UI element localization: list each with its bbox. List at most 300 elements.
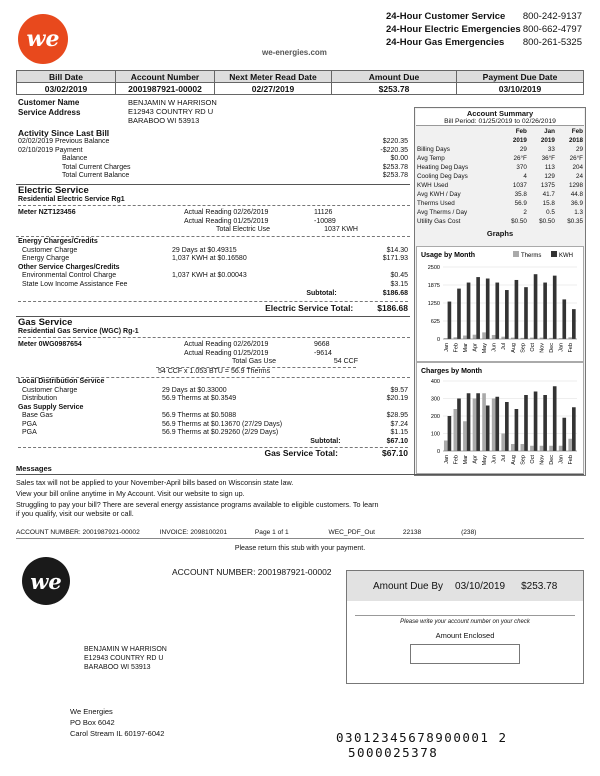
footer-page: Page 1 of 1 bbox=[254, 529, 289, 536]
charge-label: Customer Charge bbox=[22, 246, 78, 254]
summary-row bbox=[416, 145, 584, 154]
activity-label: Balance bbox=[62, 155, 88, 162]
summary-value: 41.7 bbox=[542, 191, 555, 198]
charge-amount: $20.19 bbox=[386, 395, 408, 402]
summary-value: 204 bbox=[572, 164, 583, 171]
emergency-phone[interactable]: 800-662-4797 bbox=[522, 24, 582, 35]
payment-due-date: 03/10/2019 bbox=[457, 83, 584, 95]
summary-row bbox=[416, 163, 584, 172]
x-tick-label: Jun bbox=[491, 343, 498, 352]
x-tick-label: Feb bbox=[568, 343, 575, 353]
y-tick-label: 1250 bbox=[427, 301, 440, 307]
reading-row bbox=[184, 358, 364, 367]
y-tick-label: 0 bbox=[436, 337, 440, 343]
subtotal-amount: $67.10 bbox=[386, 437, 408, 445]
due-amount: $253.78 bbox=[521, 580, 558, 592]
bar bbox=[515, 280, 519, 339]
gas-conversion: 54 CCF x 1.053 BTU = 56.9 Therms bbox=[158, 368, 271, 375]
emergency-label: 24-Hour Gas Emergencies bbox=[386, 37, 505, 48]
x-tick-label: Nov bbox=[539, 455, 546, 465]
summary-row bbox=[416, 154, 584, 163]
bar bbox=[530, 446, 534, 451]
x-tick-label: Dec bbox=[549, 455, 556, 465]
bar bbox=[463, 336, 467, 339]
bar bbox=[495, 283, 499, 339]
charge-detail: 56.9 Therms at $0.5088 bbox=[162, 412, 237, 419]
electric-meter: Meter NZT123456 bbox=[18, 209, 76, 216]
footer-account: ACCOUNT NUMBER: 2001987921-00002 bbox=[16, 529, 140, 536]
summary-row-label: Avg Therms / Day bbox=[417, 209, 468, 216]
summary-value: 35.8 bbox=[514, 191, 527, 198]
header-label: Amount Due bbox=[332, 71, 457, 83]
summary-row-label: Billing Days bbox=[417, 146, 450, 153]
activity-list bbox=[18, 138, 408, 181]
bar bbox=[457, 289, 461, 339]
reading-value: 11126 bbox=[314, 209, 333, 216]
bar bbox=[448, 416, 452, 451]
reading-value: -9614 bbox=[314, 349, 332, 357]
website-link[interactable]: we-energies.com bbox=[262, 48, 327, 57]
service-address-label: Service Address bbox=[18, 108, 81, 117]
summary-value: 36.9 bbox=[570, 200, 583, 207]
x-tick-label: Jan bbox=[558, 343, 565, 352]
bar bbox=[562, 299, 566, 339]
x-tick-label: Jan bbox=[443, 455, 450, 464]
summary-period: Bill Period: 01/25/2019 to 02/26/2019 bbox=[444, 118, 556, 125]
summary-row-label: KWH Used bbox=[417, 182, 449, 189]
activity-amount: $253.78 bbox=[382, 172, 408, 179]
charge-label: Customer Charge bbox=[22, 386, 78, 394]
bar bbox=[543, 283, 547, 339]
summary-value: 0.5 bbox=[546, 209, 555, 216]
charge-label: PGA bbox=[22, 420, 37, 428]
bar bbox=[524, 287, 528, 339]
bar bbox=[467, 283, 471, 339]
bar bbox=[486, 279, 490, 339]
summary-row bbox=[416, 190, 584, 199]
summary-value: 113 bbox=[544, 164, 555, 171]
total-amount: $67.10 bbox=[382, 448, 408, 458]
electric-charges bbox=[18, 238, 408, 312]
summary-value: 1037 bbox=[512, 182, 527, 189]
due-label: Amount Due By bbox=[373, 580, 444, 592]
customer-name-label: Customer Name bbox=[18, 98, 80, 107]
y-tick-label: 300 bbox=[430, 396, 440, 403]
activity-row bbox=[18, 155, 408, 164]
bar bbox=[476, 277, 480, 339]
charge-amount: $14.30 bbox=[386, 246, 408, 254]
col-month: Feb bbox=[515, 128, 527, 135]
footer-form: WEC_PDF_Out bbox=[328, 529, 376, 536]
bar bbox=[572, 407, 576, 451]
x-tick-label: Jun bbox=[491, 455, 498, 464]
summary-value: 56.9 bbox=[514, 200, 527, 207]
activity-amount: $253.78 bbox=[382, 163, 408, 171]
x-tick-label: Feb bbox=[453, 343, 460, 353]
activity-row bbox=[18, 172, 408, 181]
reading-label: Actual Reading 02/26/2019 bbox=[184, 209, 269, 216]
x-tick-label: Mar bbox=[462, 455, 469, 465]
reading-row bbox=[184, 209, 364, 218]
charge-amount: $7.24 bbox=[390, 420, 408, 428]
electric-total bbox=[18, 301, 408, 313]
bar bbox=[457, 399, 461, 452]
summary-table bbox=[416, 127, 584, 226]
x-tick-label: Aug bbox=[510, 343, 517, 353]
bar bbox=[505, 290, 509, 339]
charges-chart-panel bbox=[416, 362, 584, 474]
charge-label: PGA bbox=[22, 429, 37, 436]
summary-col-head bbox=[528, 127, 556, 145]
electric-subtotal bbox=[18, 290, 408, 299]
emergency-label: 24-Hour Electric Emergencies bbox=[386, 24, 521, 35]
activity-amount: $220.35 bbox=[382, 138, 408, 145]
bar bbox=[562, 418, 566, 451]
header-label: Next Meter Read Date bbox=[215, 71, 332, 83]
emergency-contacts bbox=[386, 10, 582, 49]
emergency-label: 24-Hour Customer Service bbox=[386, 11, 506, 22]
account-number: 2001987921-00002 bbox=[116, 83, 215, 95]
y-tick-label: 200 bbox=[430, 414, 440, 420]
bar bbox=[473, 335, 477, 339]
bar bbox=[501, 434, 505, 452]
stub-customer-address-line: E12943 COUNTRY RD U bbox=[84, 655, 164, 662]
activity-amount: -$220.35 bbox=[380, 146, 408, 154]
charge-detail: 1,037 KWH at $0.00043 bbox=[172, 272, 247, 279]
usage-by-month-chart bbox=[417, 247, 583, 361]
reading-value: 54 CCF bbox=[333, 358, 358, 365]
y-tick-label: 625 bbox=[430, 319, 440, 325]
summary-value: 4 bbox=[523, 173, 527, 180]
activity-label: 02/02/2019 Previous Balance bbox=[18, 138, 110, 145]
subtotal-amount: $186.68 bbox=[382, 290, 408, 297]
stub-customer-address-line: BARABOO WI 53913 bbox=[84, 664, 151, 671]
x-tick-label: May bbox=[482, 343, 489, 354]
charge-label: Environmental Control Charge bbox=[22, 272, 117, 279]
x-tick-label: Jan bbox=[558, 455, 565, 464]
next-read-date: 02/27/2019 bbox=[215, 83, 332, 95]
gas-charges bbox=[18, 378, 408, 458]
charge-label: State Low Income Assistance Fee bbox=[22, 280, 128, 288]
header-label: Payment Due Date bbox=[457, 71, 584, 83]
charge-row bbox=[18, 395, 408, 404]
bar bbox=[492, 335, 496, 339]
bar bbox=[476, 393, 480, 451]
emergency-phone[interactable]: 800-261-5325 bbox=[522, 37, 582, 48]
reading-label: Actual Reading 01/25/2019 bbox=[184, 217, 269, 225]
charge-detail: 29 Days at $0.33000 bbox=[162, 386, 227, 394]
charge-label: Distribution bbox=[22, 395, 58, 402]
subtotal-label: Subtotal: bbox=[310, 437, 341, 445]
divider bbox=[16, 236, 410, 237]
summary-row bbox=[416, 217, 584, 226]
summary-col-head bbox=[500, 127, 528, 145]
bar bbox=[543, 395, 547, 451]
legend-swatch bbox=[513, 251, 519, 257]
charge-row bbox=[18, 429, 408, 438]
summary-row-label: Utility Gas Cost bbox=[417, 218, 461, 225]
summary-row-label: Cooling Deg Days bbox=[417, 173, 468, 180]
summary-value: 36°F bbox=[541, 155, 555, 162]
bar bbox=[572, 309, 576, 339]
header-label: Account Number bbox=[116, 71, 215, 83]
charge-amount: $9.57 bbox=[390, 386, 408, 394]
charge-amount: $171.93 bbox=[382, 255, 408, 262]
activity-label: 02/10/2019 Payment bbox=[18, 146, 83, 154]
bar bbox=[486, 406, 490, 452]
charge-detail: 56.9 Therms at $0.13670 (27/29 Days) bbox=[162, 420, 283, 428]
charge-amount: $3.15 bbox=[390, 280, 408, 288]
remit-address-line: Carol Stream IL 60197-6042 bbox=[70, 729, 165, 738]
charge-amount: $1.15 bbox=[390, 429, 408, 436]
graphs-label: Graphs bbox=[486, 229, 514, 238]
activity-title: Activity Since Last Bill bbox=[18, 128, 110, 138]
summary-row bbox=[416, 208, 584, 217]
bar bbox=[495, 397, 499, 451]
y-tick-label: 1875 bbox=[427, 283, 440, 289]
scan-line bbox=[336, 730, 600, 760]
energy-charges-title: Energy Charges/Credits bbox=[18, 238, 98, 245]
remit-address bbox=[70, 706, 164, 739]
total-label: Gas Service Total: bbox=[264, 448, 338, 458]
y-tick-label: 0 bbox=[436, 449, 440, 455]
payment-stub-box bbox=[346, 570, 584, 684]
reading-value: -10089 bbox=[314, 217, 336, 225]
message-line: Struggling to pay your bill? There are several energy assistance programs available to eligible customers. To learn bbox=[16, 500, 379, 509]
messages-label: Messages bbox=[16, 464, 584, 475]
bar bbox=[559, 446, 563, 451]
reading-label: Total Gas Use bbox=[232, 358, 276, 365]
chart-title: Charges by Month bbox=[421, 368, 483, 375]
summary-value: 29 bbox=[519, 146, 527, 153]
bar bbox=[454, 409, 458, 451]
bar bbox=[534, 392, 538, 452]
gas-total bbox=[18, 447, 408, 458]
usage-chart-panel bbox=[416, 246, 584, 362]
footer-invoice: INVOICE: 2098100201 bbox=[159, 529, 228, 536]
summary-row bbox=[416, 172, 584, 181]
col-month: Feb bbox=[571, 128, 583, 135]
local-distribution-title: Local Distribution Service bbox=[18, 378, 105, 385]
x-tick-label: Mar bbox=[462, 343, 469, 353]
summary-row bbox=[416, 181, 584, 190]
reading-label: Actual Reading 02/26/2019 bbox=[184, 341, 269, 348]
summary-row-label: Heating Deg Days bbox=[417, 164, 469, 171]
gas-subtitle: Residential Gas Service (WGC) Rg-1 bbox=[18, 328, 410, 338]
bar bbox=[463, 421, 467, 451]
charge-label: Energy Charge bbox=[22, 255, 70, 262]
bar bbox=[540, 446, 544, 451]
charge-row bbox=[18, 255, 408, 264]
reading-label: Actual Reading 01/25/2019 bbox=[184, 349, 269, 357]
summary-value: 129 bbox=[544, 173, 555, 180]
summary-value: 24 bbox=[575, 173, 583, 180]
summary-value: 2 bbox=[523, 209, 527, 216]
due-date: 03/10/2019 bbox=[455, 580, 506, 592]
charge-label: Base Gas bbox=[22, 412, 53, 419]
reading-value: 9668 bbox=[314, 341, 330, 348]
bar bbox=[521, 444, 525, 451]
bar bbox=[553, 386, 557, 451]
charge-detail bbox=[172, 281, 390, 290]
customer-name: BENJAMIN W HARRISON bbox=[128, 98, 217, 107]
charge-detail: 56.9 Therms at $0.29260 (2/29 Days) bbox=[162, 429, 279, 436]
activity-label: Total Current Charges bbox=[62, 163, 131, 171]
customer-address-line: E12943 COUNTRY RD U bbox=[128, 107, 214, 116]
electric-readings bbox=[184, 209, 364, 235]
summary-row bbox=[416, 199, 584, 208]
bill-header-table bbox=[16, 70, 584, 95]
scan-code: 03012345678900001 2 bbox=[336, 730, 508, 745]
bar bbox=[511, 444, 515, 451]
bar bbox=[482, 393, 486, 451]
summary-row-label: Therms Used bbox=[417, 200, 455, 207]
stub-account-number: ACCOUNT NUMBER: 2001987921-00002 bbox=[172, 567, 332, 577]
return-stub-note: Please return this stub with your payment. bbox=[234, 545, 366, 552]
electric-section bbox=[16, 184, 410, 206]
x-tick-label: Aug bbox=[510, 455, 517, 465]
activity-row bbox=[18, 164, 408, 173]
reading-row bbox=[184, 341, 364, 350]
charge-row bbox=[18, 421, 408, 430]
summary-title: Account Summary bbox=[466, 109, 534, 118]
x-tick-label: Oct bbox=[529, 343, 536, 352]
amount-enclosed-input[interactable] bbox=[410, 644, 520, 664]
x-tick-label: Nov bbox=[539, 343, 546, 353]
activity-row bbox=[18, 138, 408, 147]
amount-due: $253.78 bbox=[332, 83, 457, 95]
charge-row bbox=[18, 272, 408, 281]
x-tick-label: Sep bbox=[520, 343, 527, 353]
y-tick-label: 400 bbox=[430, 379, 440, 385]
bar bbox=[492, 399, 496, 452]
charge-detail: 29 Days at $0.49315 bbox=[172, 246, 237, 254]
summary-value: 26°F bbox=[569, 155, 583, 162]
bar bbox=[444, 441, 448, 452]
footer-code: (238) bbox=[461, 529, 477, 536]
x-tick-label: Feb bbox=[568, 455, 575, 465]
legend-label: Therms bbox=[521, 253, 542, 259]
bar bbox=[534, 274, 538, 339]
activity-amount: $0.00 bbox=[390, 155, 408, 162]
summary-value: $0.50 bbox=[511, 218, 527, 225]
summary-value: 1375 bbox=[540, 182, 555, 189]
gas-supply-title: Gas Supply Service bbox=[18, 403, 84, 411]
summary-value: 33 bbox=[547, 146, 555, 153]
stub-customer-address bbox=[84, 645, 167, 672]
chart-title: Usage by Month bbox=[421, 252, 476, 259]
summary-value: $0.50 bbox=[539, 218, 555, 225]
gas-readings bbox=[184, 341, 364, 367]
customer-address-line: BARABOO WI 53913 bbox=[128, 116, 200, 125]
x-tick-label: Jul bbox=[501, 455, 508, 463]
reading-label: Total Electric Use bbox=[216, 226, 271, 233]
reading-row bbox=[184, 226, 364, 235]
x-tick-label: Dec bbox=[549, 343, 556, 353]
summary-value: 1.3 bbox=[574, 209, 583, 216]
messages-section bbox=[16, 464, 584, 518]
charge-row bbox=[18, 281, 408, 290]
message-line: View your bill online anytime in My Account. Visit our website to sign up. bbox=[16, 489, 245, 498]
charge-detail: 56.9 Therms at $0.3549 bbox=[162, 395, 237, 402]
message-line: if you qualify, visit our website or call. bbox=[16, 509, 134, 518]
bar bbox=[568, 439, 572, 451]
x-tick-label: Jan bbox=[443, 343, 450, 352]
gas-subtotal bbox=[18, 438, 408, 447]
charge-amount: $28.95 bbox=[386, 412, 408, 419]
x-tick-label: Oct bbox=[529, 455, 536, 464]
charges-by-month-chart bbox=[417, 363, 583, 473]
col-year: 2019 bbox=[512, 137, 527, 144]
col-year: 2019 bbox=[540, 137, 555, 144]
summary-value: 370 bbox=[516, 164, 527, 171]
customer-info bbox=[128, 98, 217, 125]
bar bbox=[482, 332, 486, 339]
bar bbox=[448, 302, 452, 339]
x-tick-label: Apr bbox=[472, 455, 479, 464]
remit-name: We Energies bbox=[70, 707, 113, 716]
x-tick-label: Sep bbox=[520, 455, 527, 465]
y-tick-label: 100 bbox=[430, 431, 440, 438]
charge-row bbox=[18, 412, 408, 421]
x-tick-label: Jul bbox=[501, 343, 508, 351]
account-footer-line bbox=[16, 529, 584, 539]
customer-labels bbox=[18, 98, 80, 118]
footer-code: 22138 bbox=[402, 529, 422, 536]
gas-title: Gas Service bbox=[18, 317, 73, 328]
x-tick-label: Apr bbox=[472, 343, 479, 352]
y-tick-label: 2500 bbox=[427, 265, 440, 271]
remit-address-line: PO Box 6042 bbox=[70, 718, 115, 727]
activity-row bbox=[18, 147, 408, 156]
summary-value: $0.35 bbox=[567, 218, 583, 225]
summary-row-label: Avg Temp bbox=[417, 155, 445, 162]
write-account-note: Please write your account number on your check bbox=[355, 615, 575, 625]
reading-value: 1037 KWH bbox=[324, 226, 358, 233]
subtotal-label: Subtotal: bbox=[306, 290, 337, 297]
other-charges-title: Other Service Charges/Credits bbox=[18, 263, 120, 271]
amount-due-header bbox=[347, 571, 583, 601]
charge-row bbox=[18, 387, 408, 396]
bar bbox=[467, 393, 471, 451]
gas-section bbox=[16, 316, 410, 338]
col-year: 2018 bbox=[568, 137, 583, 144]
summary-value: 44.8 bbox=[570, 191, 583, 198]
charge-row bbox=[18, 247, 408, 256]
x-tick-label: Feb bbox=[453, 455, 460, 465]
bar bbox=[473, 399, 477, 452]
total-amount: $186.68 bbox=[377, 302, 408, 313]
reading-row bbox=[184, 218, 364, 227]
bar bbox=[549, 446, 553, 451]
summary-value: 1298 bbox=[568, 182, 583, 189]
summary-col-head bbox=[556, 127, 584, 145]
summary-value: 29 bbox=[575, 146, 583, 153]
x-tick-label: May bbox=[482, 455, 489, 466]
bar bbox=[505, 402, 509, 451]
bar bbox=[515, 409, 519, 451]
reading-row bbox=[184, 350, 364, 359]
summary-row-label: Avg KWH / Day bbox=[417, 191, 461, 198]
we-energies-logo: we bbox=[22, 557, 70, 605]
scan-code: 5000025378 bbox=[348, 745, 439, 760]
summary-value: 15.8 bbox=[542, 200, 555, 207]
charge-amount: $0.45 bbox=[390, 272, 408, 279]
stub-customer-name: BENJAMIN W HARRISON bbox=[84, 646, 167, 653]
emergency-phone[interactable]: 800-242-9137 bbox=[522, 11, 582, 22]
charge-detail: 1,037 KWH at $0.16580 bbox=[172, 255, 247, 262]
bill-date: 03/02/2019 bbox=[17, 83, 116, 95]
